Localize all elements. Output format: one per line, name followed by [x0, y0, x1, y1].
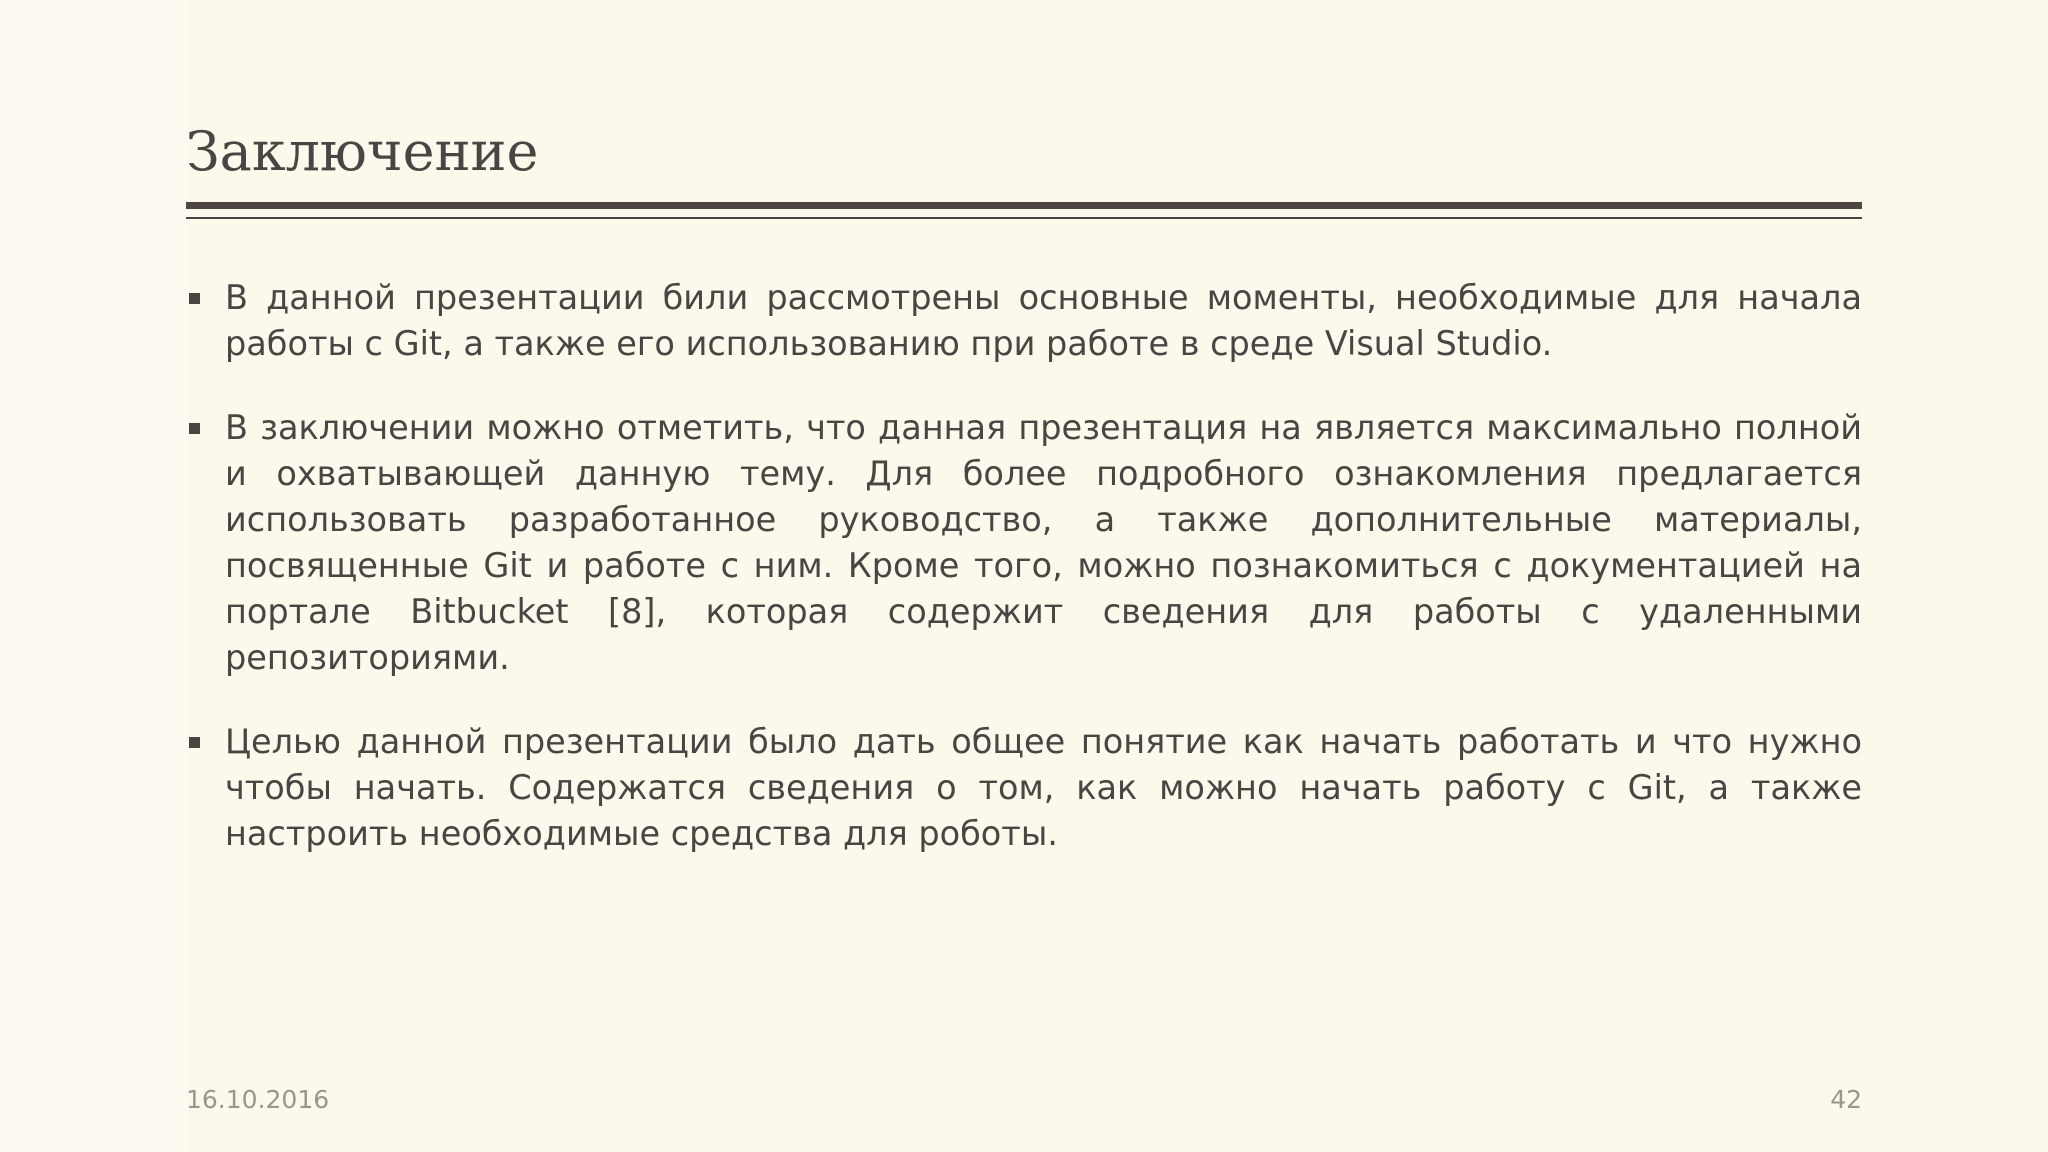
square-bullet-icon [189, 737, 200, 748]
footer-page-number: 42 [1830, 1085, 1862, 1114]
left-margin-strip [0, 0, 187, 1152]
title-rule-thin [186, 217, 1862, 219]
bullet-text-1: В данной презентации били рассмотрены основные моменты, необходимые для начала работы с Git, а также его использованию при работе в среде Visual Studio. [225, 278, 1862, 363]
square-bullet-icon [189, 293, 200, 304]
bullet-item-1 [186, 275, 1862, 367]
slide-content [186, 275, 1862, 857]
bullet-text-3: Целью данной презентации было дать общее понятие как начать работать и что нужно чтобы начать. Содержатся сведения о том, как можно начать работу с Git, а также настроить необходимые средства для роботы. [225, 722, 1862, 853]
square-bullet-icon [189, 423, 200, 434]
title-rule-thick [186, 202, 1862, 209]
bullet-item-2 [186, 405, 1862, 681]
footer-date: 16.10.2016 [186, 1085, 330, 1114]
bullet-item-3 [186, 719, 1862, 857]
slide-title: Заключение [186, 120, 539, 183]
bullet-text-2: В заключении можно отметить, что данная презентация на является максимально полной и охватывающей данную тему. Для более подробного ознакомления предлагается использовать разработанное руководство, а также дополнительные материалы, посвященные Git и работе с ним. Кроме того, можно познакомиться с документацией на портале Bitbucket [8], которая содержит сведения для работы с удаленными репозиториями. [225, 408, 1862, 677]
